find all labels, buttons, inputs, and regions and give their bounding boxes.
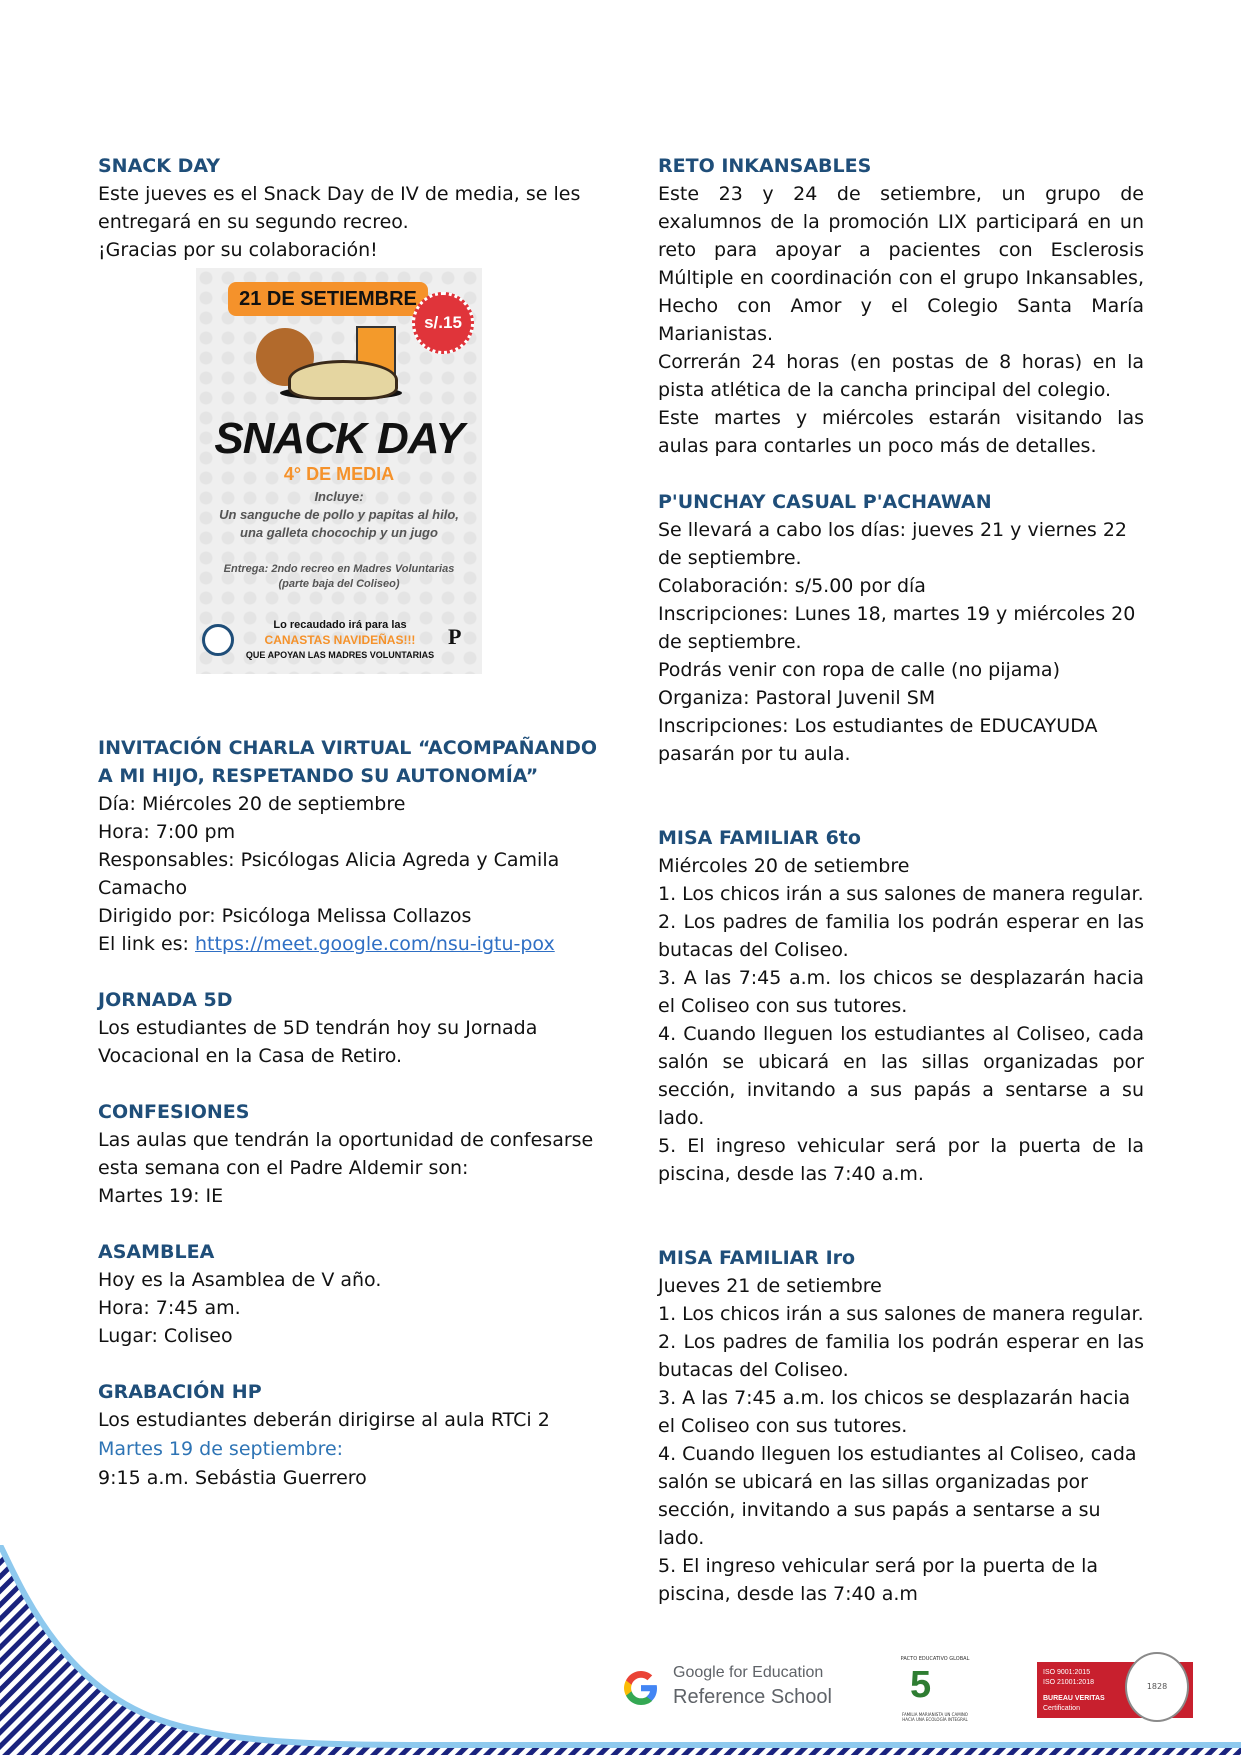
misa1-item: 2. Los padres de familia los podrán esperar en las butacas del Coliseo. [658, 1331, 1144, 1381]
bv-name: BUREAU VERITAS [1043, 1695, 1105, 1702]
poster-footer-2: CANASTAS NAVIDEÑAS!!! [264, 633, 416, 647]
google-education-text: Google for Education [673, 1664, 824, 1681]
bv-iso1: ISO 9001:2015 [1043, 1669, 1091, 1676]
charla-title: INVITACIÓN CHARLA VIRTUAL “ACOMPAÑANDO A MI HIJO, RESPETANDO SU AUTONOMÍA” [98, 737, 598, 787]
misa1-item: 1. Los chicos irán a sus salones de manera regular. [658, 1303, 1144, 1325]
punchay-l4: Podrás venir con ropa de calle (no pijama) [658, 659, 1060, 681]
misa1-item: 4. Cuando lleguen los estudiantes al Coliseo, cada salón se ubicará en las sillas organizadas por sección, invitando a sus papás a sentarse a su lado. [658, 1443, 1137, 1549]
misa6-title: MISA FAMILIAR 6to [658, 827, 861, 849]
poster-footer-1: Lo recaudado irá para las [273, 619, 407, 631]
snack-day-line2: entregará en su segundo recreo. [98, 211, 409, 233]
punchay-l5: Organiza: Pastoral Juvenil SM [658, 687, 936, 709]
google-g-icon [621, 1668, 661, 1708]
confesiones-item: Martes 19: IE [98, 1185, 224, 1207]
charla-link-line [98, 930, 598, 958]
grabacion-line2: 9:15 a.m. Sebástia Guerrero [98, 1467, 367, 1489]
misa6-item: 1. Los chicos irán a sus salones de manera regular. [658, 883, 1144, 905]
asamblea-line2: Hora: 7:45 am. [98, 1297, 241, 1319]
poster-footer-3: QUE APOYAN LAS MADRES VOLUNTARIAS [245, 650, 435, 660]
grabacion-section [98, 1378, 598, 1492]
confesiones-text: Las aulas que tendrán la oportunidad de confesarse esta semana con el Padre Aldemir son: [98, 1129, 594, 1179]
jornada-text: Los estudiantes de 5D tendrán hoy su Jornada Vocacional en la Casa de Retiro. [98, 1017, 538, 1067]
misa6-item: 3. A las 7:45 a.m. los chicos se desplazarán hacia el Coliseo con sus tutores. [658, 967, 1144, 1017]
left-column [98, 152, 598, 1492]
asamblea-title: ASAMBLEA [98, 1241, 215, 1263]
punchay-l3: Inscripciones: Lunes 18, martes 19 y miércoles 20 de septiembre. [658, 603, 1136, 653]
bv-iso2: ISO 21001:2018 [1043, 1679, 1094, 1686]
misa1-item: 5. El ingreso vehicular será por la puerta de la piscina, desde las 7:40 a.m [658, 1555, 1099, 1605]
grabacion-line1: Los estudiantes deberán dirigirse al aula RTCi 2 [98, 1409, 550, 1431]
misa6-item: 4. Cuando lleguen los estudiantes al Coliseo, cada salón se ubicará en las sillas organizadas por sección, invitando a sus papás a sentarse a su lado. [658, 1023, 1144, 1129]
poster-includes-text: Un sanguche de pollo y papitas al hilo, una galleta chocochip y un jugo [219, 507, 459, 540]
bureau-veritas-logo [1037, 1662, 1193, 1718]
misa1-title: MISA FAMILIAR Iro [658, 1247, 856, 1269]
footer-logos [0, 1656, 1241, 1726]
pacto-top-text: PACTO EDUCATIVO GLOBAL [900, 1656, 970, 1662]
asamblea-line1: Hoy es la Asamblea de V año. [98, 1269, 382, 1291]
punchay-title: P'UNCHAY CASUAL P'ACHAWAN [658, 491, 992, 513]
snack-day-poster [196, 268, 482, 674]
charla-hora: Hora: 7:00 pm [98, 821, 236, 843]
reto-section [658, 152, 1144, 460]
snack-day-line1: Este jueves es el Snack Day de IV de media, se les [98, 183, 581, 205]
misa6-section [658, 824, 1144, 1188]
jornada-title: JORNADA 5D [98, 989, 233, 1011]
asamblea-section [98, 1238, 598, 1350]
snack-day-title: SNACK DAY [98, 155, 220, 177]
reto-title: RETO INKANSABLES [658, 155, 872, 177]
meet-link[interactable]: https://meet.google.com/nsu-igtu-pox [195, 933, 555, 955]
misa6-item: 2. Los padres de familia los podrán esperar en las butacas del Coliseo. [658, 911, 1144, 961]
right-column [658, 152, 1144, 1608]
poster-date: 21 DE SETIEMBRE [228, 282, 428, 316]
reto-p2: Correrán 24 horas (en postas de 8 horas) en la pista atlética de la cancha principal del colegio. [658, 351, 1144, 401]
pacto-educativo-logo [896, 1656, 974, 1722]
poster-includes [210, 488, 468, 542]
confesiones-section [98, 1098, 598, 1210]
sandwich-icon [288, 360, 398, 400]
charla-responsables: Responsables: Psicólogas Alicia Agreda y Camila Camacho [98, 849, 560, 899]
snack-day-section [98, 152, 598, 264]
pacto-bottom-text: FAMILIA MARIANISTA UN CAMINO HACIA UNA ECOLOGÍA INTEGRAL [902, 1712, 968, 1722]
pastoral-logo: P [448, 624, 462, 649]
poster-delivery: Entrega: 2ndo recreo en Madres Voluntarias (parte baja del Coliseo) [223, 563, 455, 590]
reto-p1: Este 23 y 24 de setiembre, un grupo de exalumnos de la promoción LIX participará en un reto para apoyar a pacientes con Esclerosis Múltiple en coordinación con el grupo Inkansables, Hecho con Amor y el Colegio Santa María Marianistas. [658, 183, 1144, 345]
bv-seal-icon: 1828 [1125, 1652, 1189, 1722]
poster-price: s/.15 [412, 292, 474, 354]
poster-title: SNACK DAY [214, 414, 464, 463]
misa1-date: Jueves 21 de setiembre [658, 1275, 882, 1297]
punchay-l2: Colaboración: s/5.00 por día [658, 575, 926, 597]
jornada-section [98, 986, 598, 1070]
snack-day-line3: ¡Gracias por su colaboración! [98, 239, 378, 261]
poster-footer [230, 618, 450, 663]
poster-subtitle: 4° DE MEDIA [283, 464, 395, 484]
punchay-section [658, 488, 1144, 768]
charla-dia: Día: Miércoles 20 de septiembre [98, 793, 406, 815]
charla-link-prefix: El link es: [98, 933, 195, 955]
bv-cert: Certification [1043, 1705, 1080, 1712]
grabacion-title: GRABACIÓN HP [98, 1381, 262, 1403]
misa6-date: Miércoles 20 de setiembre [658, 855, 910, 877]
misa1-item: 3. A las 7:45 a.m. los chicos se desplazarán hacia el Coliseo con sus tutores. [658, 1387, 1131, 1437]
confesiones-title: CONFESIONES [98, 1101, 250, 1123]
grabacion-date: Martes 19 de septiembre: [98, 1438, 344, 1460]
charla-section [98, 734, 598, 958]
punchay-l1: Se llevará a cabo los días: jueves 21 y viernes 22 de septiembre. [658, 519, 1127, 569]
reference-school-text: Reference School [673, 1686, 832, 1708]
poster-includes-title: Incluye: [314, 489, 364, 504]
misa6-item: 5. El ingreso vehicular será por la puerta de la piscina, desde las 7:40 a.m. [658, 1135, 1144, 1185]
punchay-l6: Inscripciones: Los estudiantes de EDUCAYUDA pasarán por tu aula. [658, 715, 1098, 765]
charla-dirigido: Dirigido por: Psicóloga Melissa Collazos [98, 905, 472, 927]
pacto-number: 5 [910, 1664, 932, 1706]
asamblea-line3: Lugar: Coliseo [98, 1325, 233, 1347]
reto-p3: Este martes y miércoles estarán visitando las aulas para contarles un poco más de detalles. [658, 407, 1144, 457]
